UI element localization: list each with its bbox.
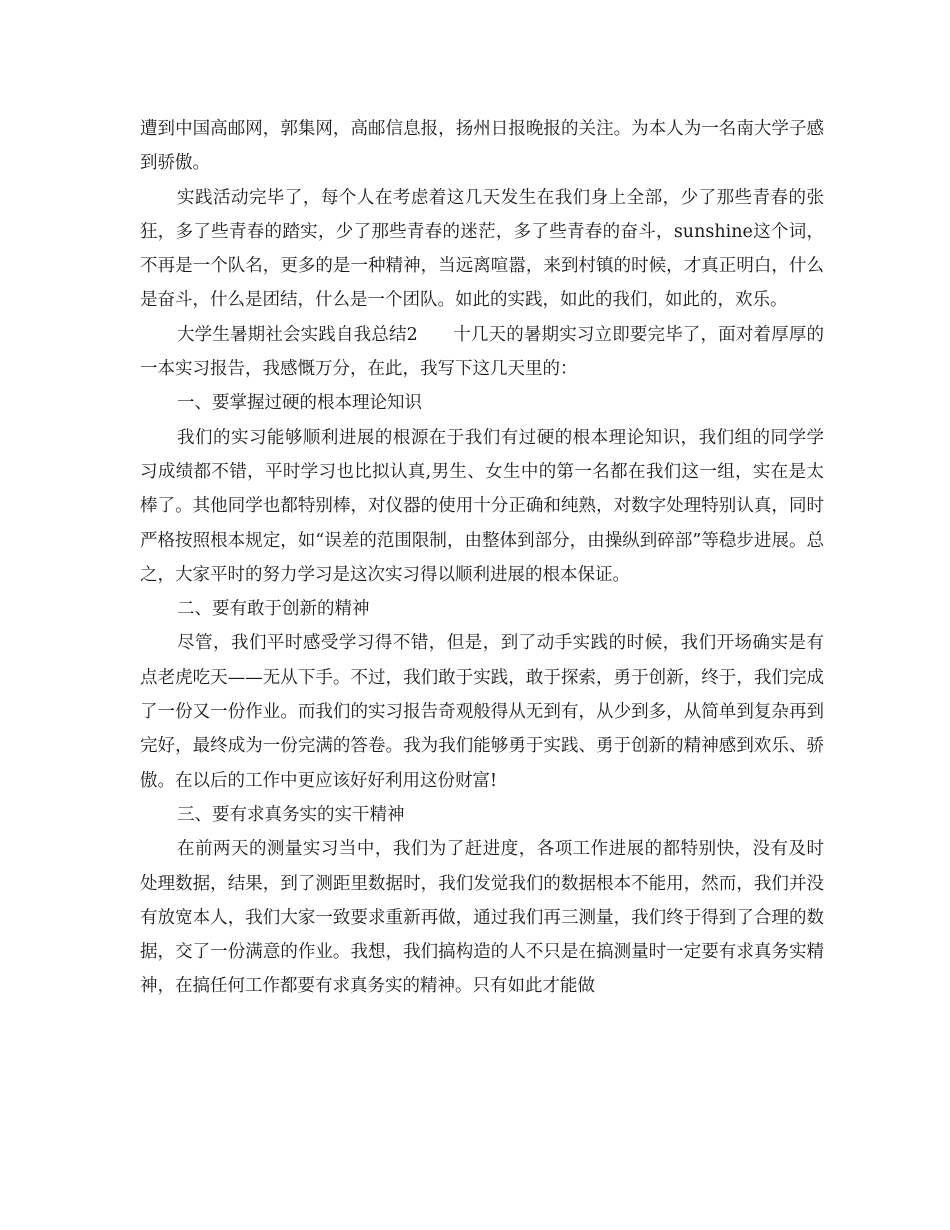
paragraph-activity-summary: 实践活动完毕了，每个人在考虑着这几天发生在我们身上全部，少了那些青春的张狂，多了些青春的踏实，少了那些青春的迷茫，多了些青春的奋斗，sunshine这个词，不再是一个队名，更多的是一种精神，当远离喧嚣，来到村镇的时候，才真正明白，什么是奋斗，什么是团结，什么是一个团队。如此的实践，如此的我们，如此的，欢乐。 — [140, 187, 824, 311]
document-body — [140, 112, 824, 1004]
section-heading-3: 三、要有求真务实的实干精神 — [177, 804, 405, 825]
paragraph-theory-knowledge: 我们的实习能够顺利进展的根源在于我们有过硬的根本理论知识，我们组的同学学习成绩都不错，平时学习也比拟认真,男生、女生中的第一名都在我们这一组，实在是太棒了。其他同学也都特别棒，对仪器的使用十分正确和纯熟，对数字处理特别认真，同时严格按照根本规定，如“误差的范围限制，由整体到部分，由操纵到碎部”等稳步进展。总之，大家平时的努力学习是这次实习得以顺利进展的根本保证。 — [140, 427, 824, 585]
paragraph-innovation: 尽管，我们平时感受学习得不错，但是，到了动手实践的时候，我们开场确实是有点老虎吃天——无从下手。不过，我们敢于实践，敢于探索，勇于创新，终于，我们完成了一份又一份作业。而我们的实习报告奇观般得从无到有，从少到多，从简单到复杂再到完好，最终成为一份完满的答卷。我为我们能够勇于实践、勇于创新的精神感到欢乐、骄傲。在以后的工作中更应该好好利用这份财富! — [140, 633, 824, 791]
section-heading-2: 二、要有敢于创新的精神 — [177, 599, 370, 620]
section-heading-1: 一、要掌握过硬的根本理论知识 — [177, 393, 422, 414]
paragraph-continuation: 遭到中国高邮网，郭集网，高邮信息报，扬州日报晚报的关注。为本人为一名南大学子感到骄傲。 — [140, 119, 824, 174]
paragraph-pragmatic-spirit: 在前两天的测量实习当中，我们为了赶进度，各项工作进展的都特别快，没有及时处理数据，结果，到了测距里数据时，我们发觉我们的数据根本不能用，然而，我们并没有放宽本人，我们大家一致要求重新再做，通过我们再三测量，我们终于得到了合理的数据，交了一份满意的作业。我想，我们搞构造的人不只是在搞测量时一定要有求真务实精神，在搞任何工作都要有求真务实的精神。只有如此才能做 — [140, 839, 824, 997]
paragraph-summary-2-intro: 大学生暑期社会实践自我总结2 十几天的暑期实习立即要完毕了，面对着厚厚的一本实习报告，我感慨万分，在此，我写下这几天里的： — [140, 324, 824, 380]
